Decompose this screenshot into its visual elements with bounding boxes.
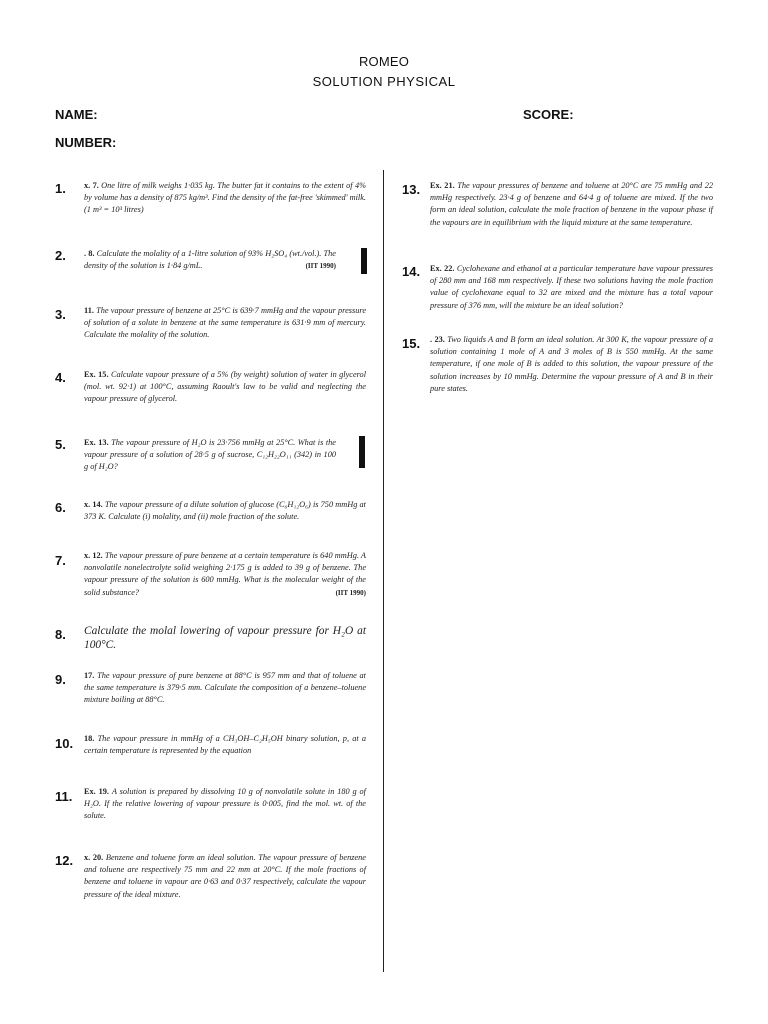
question-text [84,670,366,707]
question-text [84,369,366,406]
question-number: 4. [55,370,66,385]
question-prefix: Ex. 22. [430,264,457,273]
name-label: NAME: [55,107,98,122]
page-subtitle: SOLUTION PHYSICAL [312,74,456,89]
question-body: The vapour pressure of a dilute solution of glucose (C₆H₁₂O₆) is 750 mmHg at 373 K. Calculate (i) molality, and (ii) mole fraction of the solute. [84,500,366,522]
question-body: A solution is prepared by dissolving 10 g of nonvolatile solute in 180 g of H₂O. If the relative lowering of vapour pressure is 0·005, find the mol. wt. of the solute. [84,787,366,821]
question-number: 7. [55,553,66,568]
question-text [84,305,366,342]
question-body: Two liquids A and B form an ideal solution. At 300 K, the vapour pressure of a solution containing 1 mole of A and 3 moles of B is 550 mmHg. At the same temperature, if one mole of B is added to this solution, the vapour pressure of the solution increases by 10 mmHg. Determine the vapour pressure of A and B in their pure states. [430,335,714,393]
question-prefix: Ex. 19. [84,787,112,796]
question-body: Benzene and toluene form an ideal solution. The vapour pressure of benzene and toluene are respectively 75 mm and 22 mm at 20°C. If the mole fractions of benzene and toluene in vapour are 0·63 and 0·37 respectively, calculate the vapour pressure of the ideal mixture. [84,853,366,899]
question-number: 10. [55,736,74,751]
exam-tag: (IIT 1990) [335,588,366,597]
question-text [84,437,336,474]
question-number: 12. [55,853,74,868]
question-body: Calculate the molality of a 1-litre solution of 93% H₂SO₄ (wt./vol.). The density of the solution is 1·84 g/mL. [84,249,336,271]
question-body: The vapour pressure of pure benzene at 88°C is 957 mm and that of toluene at the same temperature is 379·5 mm. Calculate the composition of a benzene–toluene mixture boiling at 88°C. [84,671,366,705]
question-prefix: x. 7. [84,181,102,190]
question-body: Calculate vapour pressure of a 5% (by weight) solution of water in glycerol (mol. wt. 92·1) at 100°C, assuming Raoult's law to be valid and neglecting the vapour pressure of glycerol. [84,370,367,404]
question-text [84,248,336,272]
question-prefix: . 23. [430,335,448,344]
question-body: The vapour pressure in mmHg of a CH₃OH–C₂H₅OH binary solution, p, at a certain temperature is represented by the equation [84,734,366,756]
question-prefix: Ex. 21. [430,181,458,190]
question-body: The vapour pressure of benzene at 25°C is 639·7 mmHg and the vapour pressure of solution of a solute in benzene at the same temperature is 631·9 mm of mercury. Calculate the molality of the solution. [84,306,366,340]
score-label: SCORE: [523,107,574,122]
question-number: 5. [55,437,66,452]
question-body: The vapour pressures of benzene and toluene at 20°C are 75 mmHg and 22 mmHg respectively. 23·4 g of benzene and 64·4 g of toluene are mixed. If the two form an ideal solution, calculate the mole fraction of benzene in the vapour phase if the vapours are in equilibrium with the liquid mixture at the same temperature. [430,181,713,227]
question-number: 3. [55,307,66,322]
question-body: Cyclohexane and ethanol at a particular temperature have vapour pressures of 280 mm and 168 mm respectively. If these two solutions having the mole fraction value of cyclohexane equal to 32 are mixed and the mixture has a total vapour pressure of 376 mm, will the mixture be an ideal solution? [430,264,713,310]
question-text [84,624,366,652]
question-text [84,550,366,599]
scan-mark [361,248,367,274]
column-divider [383,170,384,972]
question-text [84,180,366,217]
question-prefix: x. 20. [84,853,106,862]
question-number: 9. [55,672,66,687]
question-number: 2. [55,248,66,263]
question-number: 15. [402,336,421,351]
question-number: 11. [55,789,73,804]
question-prefix: . 8. [84,249,97,258]
page-title: ROMEO [358,54,410,69]
question-text [430,263,713,312]
scan-mark [359,436,365,468]
question-text [430,180,713,229]
question-prefix: Ex. 15. [84,370,111,379]
question-prefix: x. 12. [84,551,105,560]
number-label: NUMBER: [55,135,117,150]
question-body: The vapour pressure of pure benzene at a certain temperature is 640 mmHg. A nonvolatile nonelectrolyte solid weighing 2·175 g is added to 39 g of benzene. The vapour pressure of the solution is 600 mmHg. What is the molecular weight of the solid substance? [84,551,366,597]
question-text [84,733,366,757]
question-number: 8. [55,627,66,642]
question-body: One litre of milk weighs 1·035 kg. The butter fat it contains to the extent of 4% by volume has a density of 875 kg/m³. Find the density of the fat-free 'skimmed' milk. (1 m³ = 10³ litres) [84,181,367,215]
question-number: 14. [402,264,421,279]
question-prefix: x. 14. [84,500,105,509]
question-number: 13. [402,182,421,197]
question-number: 1. [55,181,66,196]
exam-tag: (IIT 1990) [305,262,336,271]
question-text [84,786,366,823]
question-text [84,852,366,901]
question-text [84,499,366,523]
question-prefix: 18. [84,734,98,743]
question-prefix: 11. [84,306,97,315]
question-prefix: Ex. 13. [84,438,112,447]
question-body: Calculate the molal lowering of vapour pressure for H₂O at 100°C. [84,625,366,651]
question-text [430,334,713,395]
question-prefix: 17. [84,671,98,680]
question-body: The vapour pressure of H₂O is 23·756 mmHg at 25°C. What is the vapour pressure of a solution of 28·5 g of sucrose, C₁₂H₂₂O₁₁ (342) in 100 g of H₂O? [84,438,336,472]
question-number: 6. [55,500,66,515]
